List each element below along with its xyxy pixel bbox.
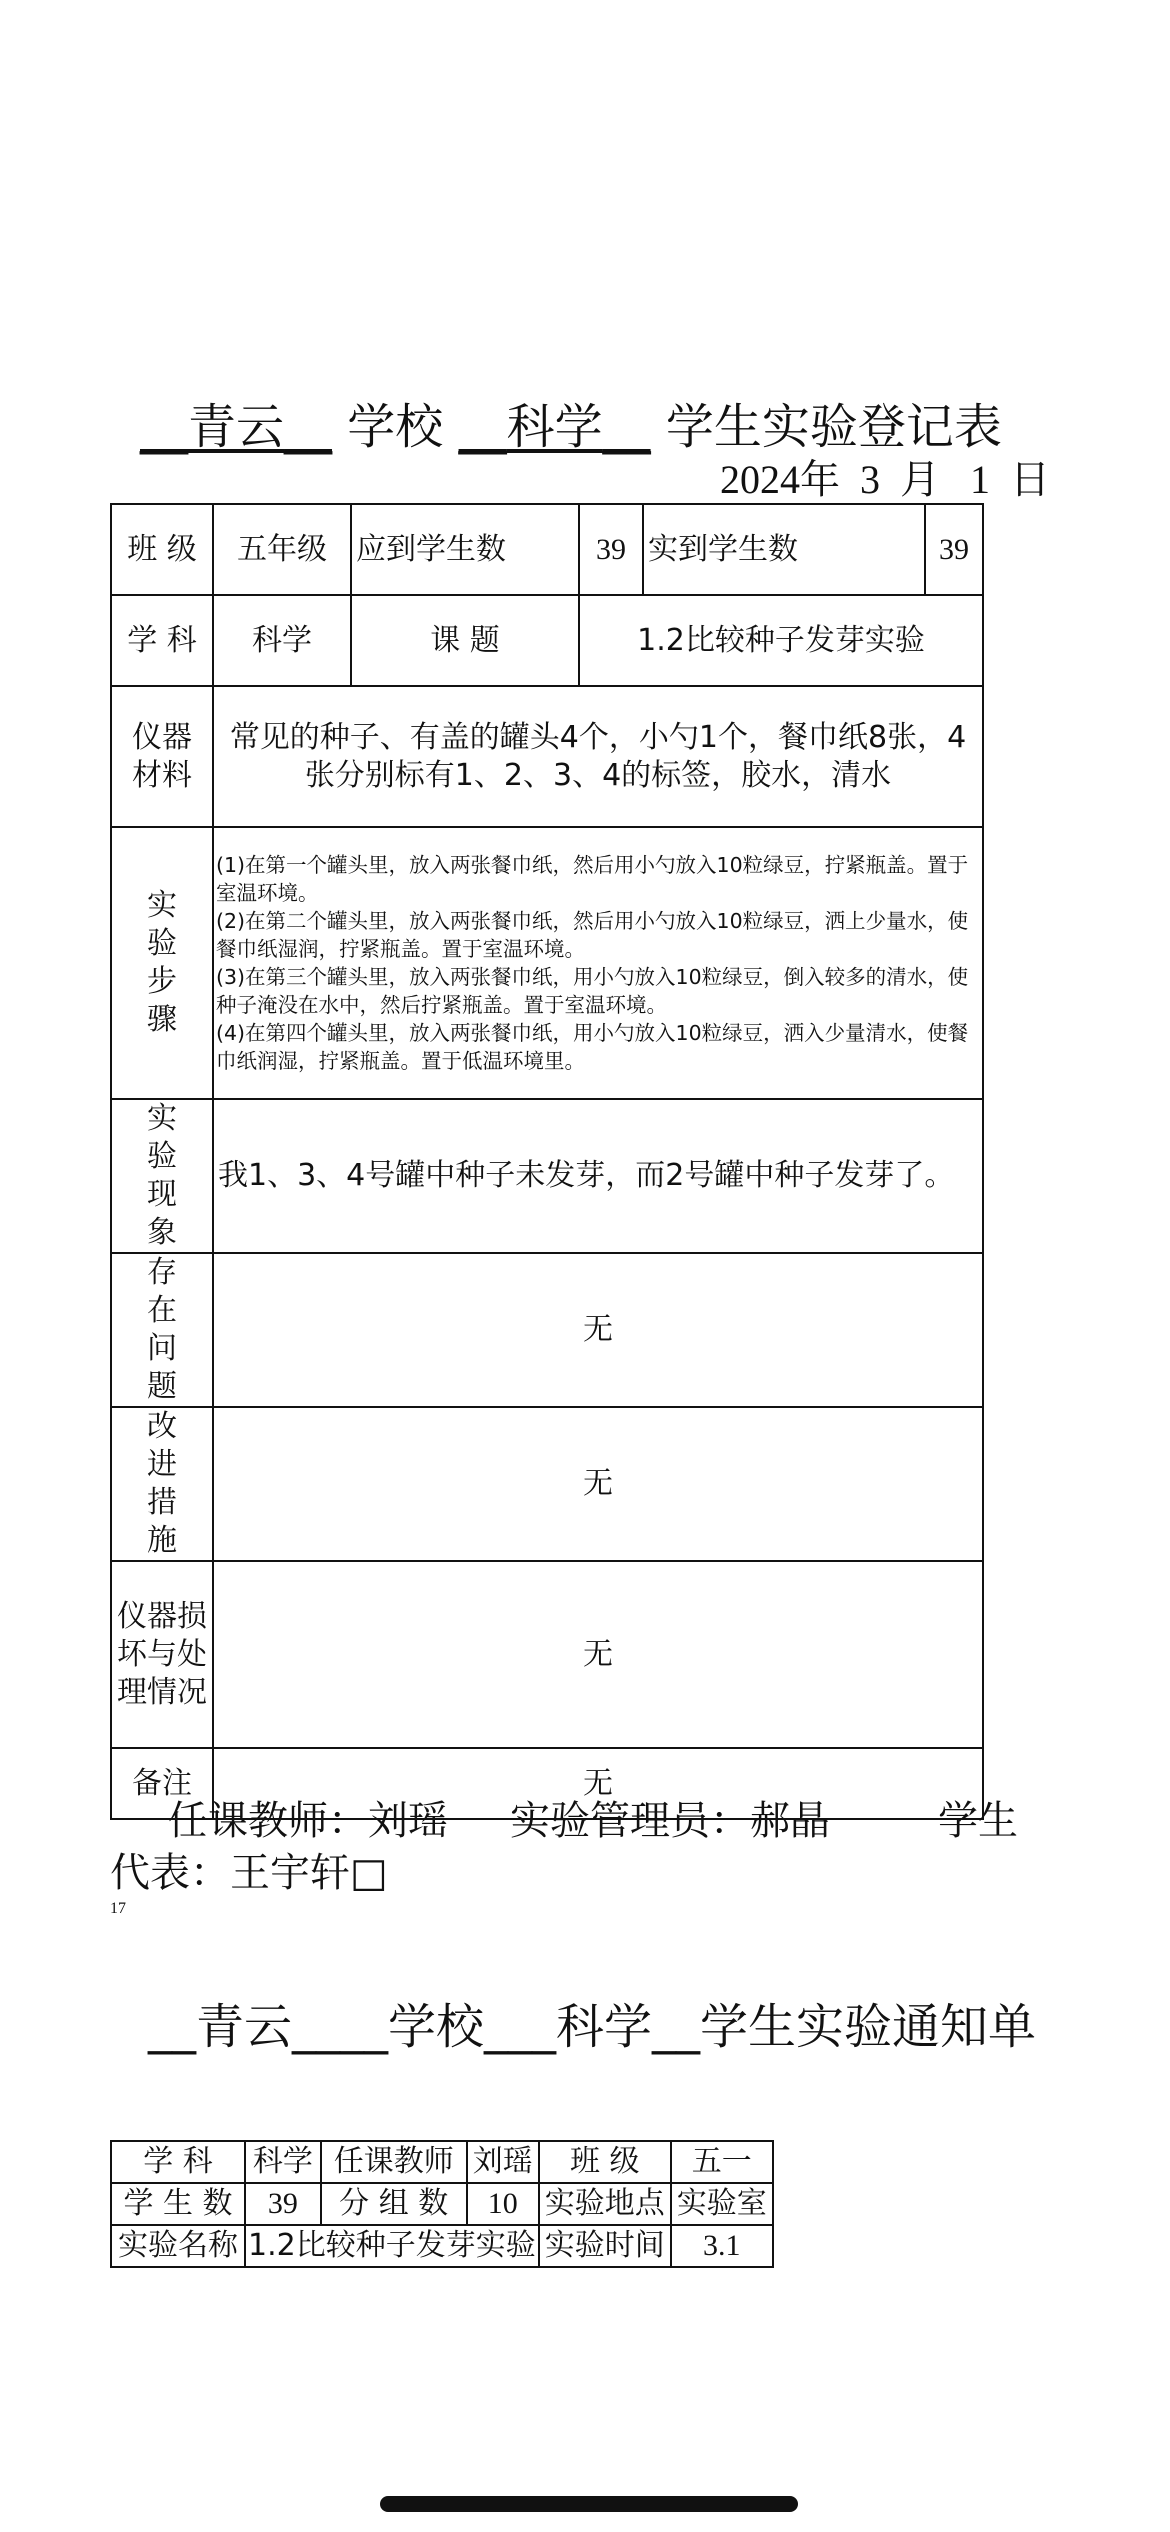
home-indicator[interactable] <box>380 2496 798 2512</box>
expected-value: 39 <box>579 504 643 595</box>
register-date: 2024年 3 月 1 日 <box>720 457 1050 502</box>
table-row <box>111 1407 983 1561</box>
step-item: (2)在第二个罐头里，放入两张餐巾纸，然后用小勺放入10粒绿豆，洒上少量水，使餐巾纸湿润，拧紧瓶盖。置于室温环境。 <box>216 909 969 961</box>
problems-label: 存在问题 <box>111 1253 213 1407</box>
step-item: (1)在第一个罐头里，放入两张餐巾纸，然后用小勺放入10粒绿豆，拧紧瓶盖。置于室温环境。 <box>216 853 969 905</box>
school-label: 学校 <box>388 1999 485 2055</box>
table-row <box>111 827 983 1099</box>
table-cell: 1.2比较种子发芽实验 <box>245 2225 539 2267</box>
table-cell: 10 <box>467 2183 539 2225</box>
school-blank: __青云____ <box>148 1999 389 2055</box>
topic-label: 课 题 <box>351 595 579 686</box>
subject-value: 科学 <box>213 595 351 686</box>
table-row <box>111 2225 773 2267</box>
table-row <box>111 1561 983 1748</box>
topic-value: 1.2比较种子发芽实验 <box>579 595 983 686</box>
table-row <box>111 504 983 595</box>
teacher-signature: 任课教师：刘瑶 <box>168 1798 448 1844</box>
improve-label: 改进措施 <box>111 1407 213 1561</box>
damage-label: 仪器损坏与处理情况 <box>111 1561 213 1748</box>
table-cell: 刘瑶 <box>467 2141 539 2183</box>
improve-value: 无 <box>213 1407 983 1561</box>
steps-label: 实验步骤 <box>111 827 213 1099</box>
actual-value: 39 <box>925 504 983 595</box>
table-cell: 班 级 <box>539 2141 671 2183</box>
signature-line <box>168 1795 1018 1847</box>
subject-blank: ___科学__ <box>484 1999 701 2055</box>
phenomenon-value: 我1、3、4号罐中种子未发芽，而2号罐中种子发芽了。 <box>213 1099 983 1253</box>
table-cell: 3.1 <box>671 2225 773 2267</box>
table-cell: 任课教师 <box>321 2141 467 2183</box>
table-cell: 分 组 数 <box>321 2183 467 2225</box>
school-label: 学校 <box>347 399 444 455</box>
notice-table <box>110 2140 774 2268</box>
damage-value: 无 <box>213 1561 983 1748</box>
problems-value: 无 <box>213 1253 983 1407</box>
materials-label: 仪器材料 <box>111 686 213 827</box>
table-cell: 科学 <box>245 2141 321 2183</box>
class-label: 班 级 <box>111 504 213 595</box>
rep-signature-end: 代表：王宇轩□ <box>110 1850 388 1896</box>
school-blank: __青云__ <box>140 399 333 455</box>
table-row <box>111 1099 983 1253</box>
phenomenon-label: 实验现象 <box>111 1099 213 1253</box>
table-row <box>111 595 983 686</box>
step-item: (4)在第四个罐头里，放入两张餐巾纸，用小勺放入10粒绿豆，洒入少量清水，使餐巾纸润湿，拧紧瓶盖。置于低温环境里。 <box>216 1021 969 1073</box>
table-cell: 实验地点 <box>539 2183 671 2225</box>
table-cell: 学 科 <box>111 2141 245 2183</box>
materials-value: 常见的种子、有盖的罐头4个，小勺1个，餐巾纸8张，4张分别标有1、2、3、4的标签，胶水，清水 <box>213 686 983 827</box>
table-cell: 五一 <box>671 2141 773 2183</box>
page-number: 17 <box>110 1900 126 1917</box>
expected-label: 应到学生数 <box>351 504 579 595</box>
table-row <box>111 1253 983 1407</box>
notice-title <box>148 1995 1036 2059</box>
rep-signature-start: 学生 <box>938 1798 1018 1844</box>
table-cell: 实验室 <box>671 2183 773 2225</box>
subject-blank: __科学__ <box>458 399 651 455</box>
register-title <box>140 395 1080 459</box>
table-row <box>111 2183 773 2225</box>
manager-signature: 实验管理员：郝晶 <box>510 1798 830 1844</box>
steps-value <box>213 827 983 1099</box>
table-row <box>111 2141 773 2183</box>
table-cell: 实验时间 <box>539 2225 671 2267</box>
class-value: 五年级 <box>213 504 351 595</box>
actual-label: 实到学生数 <box>643 504 925 595</box>
subject-label: 学 科 <box>111 595 213 686</box>
table-cell: 39 <box>245 2183 321 2225</box>
remark-label: 备注 <box>111 1748 213 1819</box>
register-table <box>110 503 984 1820</box>
step-item: (3)在第三个罐头里，放入两张餐巾纸，用小勺放入10粒绿豆，倒入较多的清水，使种子淹没在水中，然后拧紧瓶盖。置于室温环境。 <box>216 965 969 1017</box>
table-cell: 学 生 数 <box>111 2183 245 2225</box>
table-row <box>111 686 983 827</box>
remark-value: 无 <box>213 1748 983 1819</box>
table-cell: 实验名称 <box>111 2225 245 2267</box>
title-tail: 学生实验登记表 <box>665 399 1002 455</box>
title-tail: 学生实验通知单 <box>700 1999 1037 2055</box>
